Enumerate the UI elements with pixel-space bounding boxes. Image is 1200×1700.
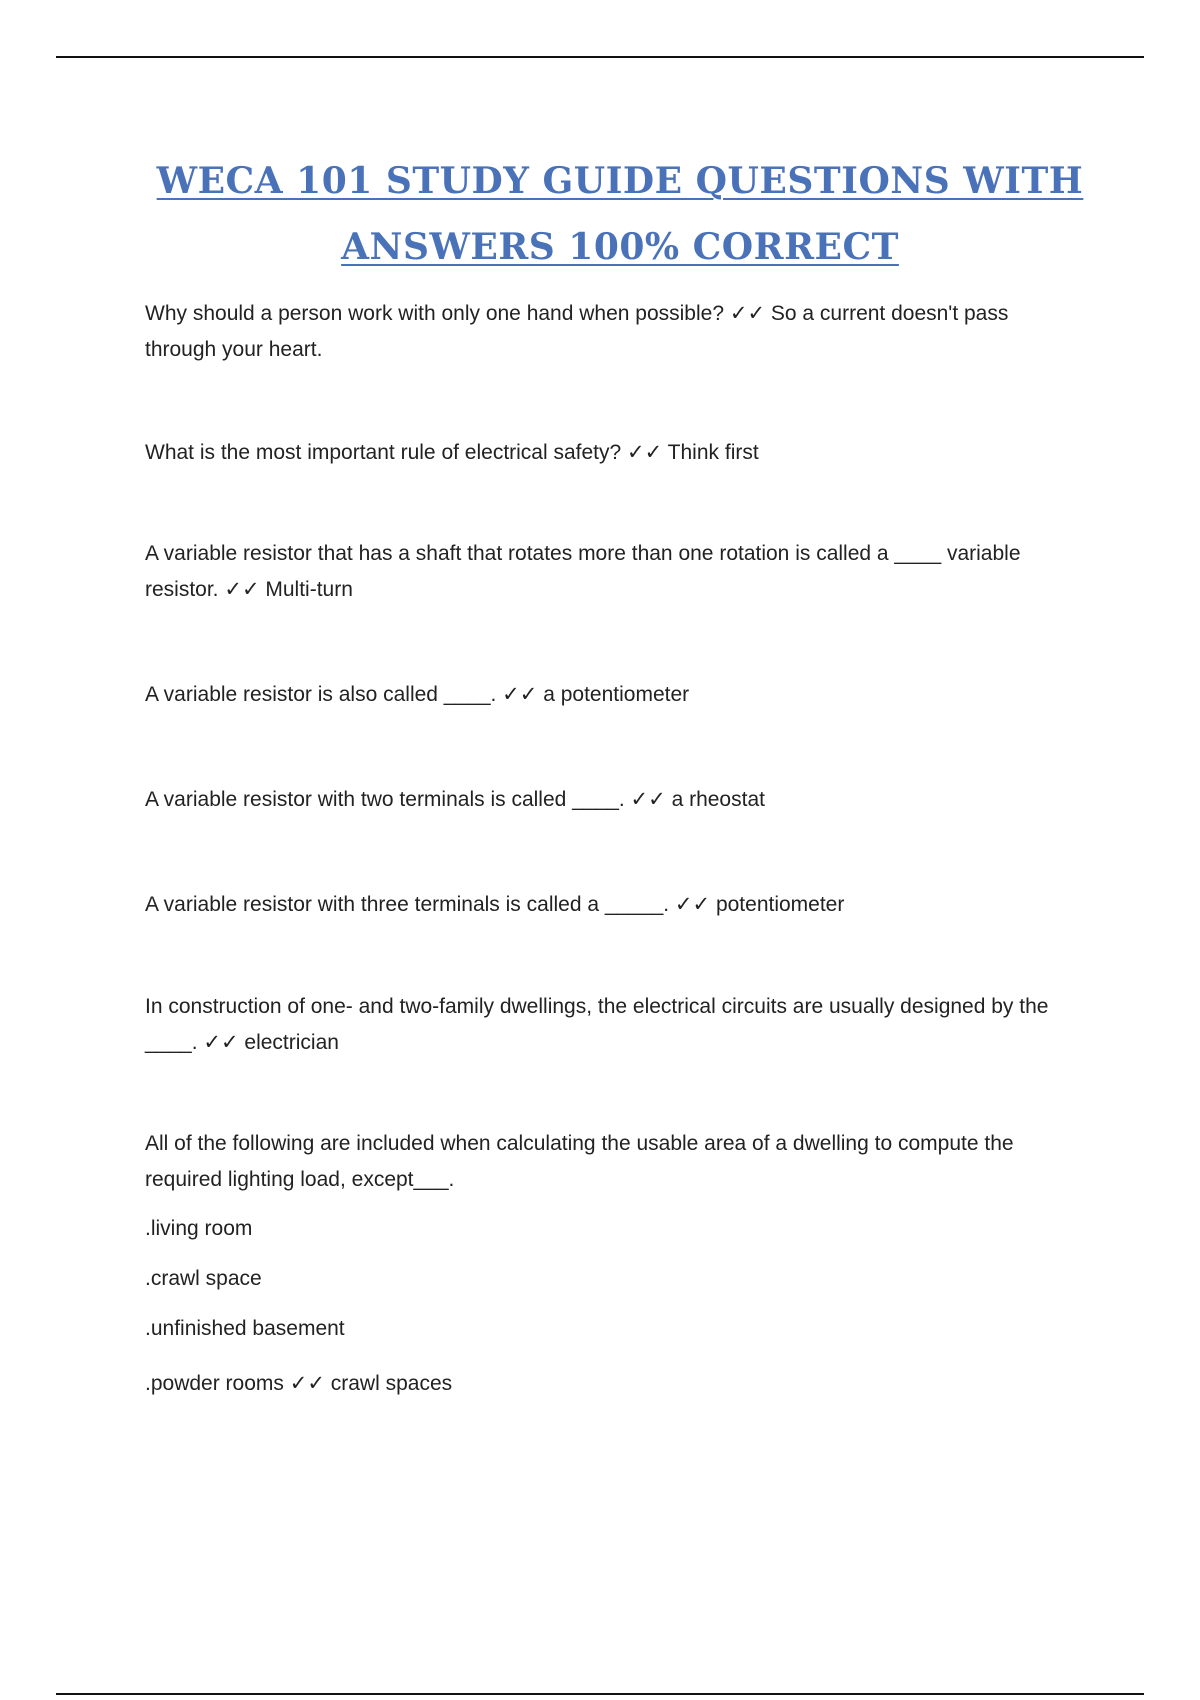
qa-item-8: All of the following are included when calculating the usable area of a dwelling to compute the required lighting load, except___. <box>145 1132 1014 1191</box>
qa-item-7: In construction of one- and two-family dwellings, the electrical circuits are usually designed by the ____. ✓✓ electrician <box>145 995 1049 1054</box>
option-item-3: .unfinished basement <box>145 1317 345 1340</box>
qa-item-2: What is the most important rule of electrical safety? ✓✓ Think first <box>145 441 759 464</box>
qa-item-3: A variable resistor that has a shaft that rotates more than one rotation is called a ____ variable resistor. ✓✓ Multi-turn <box>145 542 1021 601</box>
qa-item-6: A variable resistor with three terminals is called a _____. ✓✓ potentiometer <box>145 893 845 916</box>
qa-item-1: Why should a person work with only one hand when possible? ✓✓ So a current doesn't pass through your heart. <box>145 302 1009 361</box>
title-line-2: ANSWERS 100% CORRECT <box>341 226 899 268</box>
bottom-rule <box>56 1693 1144 1695</box>
top-rule <box>56 56 1144 58</box>
option-item-2: .crawl space <box>145 1267 262 1290</box>
option-item-4: .powder rooms ✓✓ crawl spaces <box>145 1372 453 1395</box>
qa-item-4: A variable resistor is also called ____. ✓✓ a potentiometer <box>145 683 690 706</box>
page-title <box>0 148 1200 280</box>
option-item-1: .living room <box>145 1217 253 1240</box>
title-line-1: WECA 101 STUDY GUIDE QUESTIONS WITH <box>156 160 1084 202</box>
qa-item-5: A variable resistor with two terminals is called ____. ✓✓ a rheostat <box>145 788 765 811</box>
